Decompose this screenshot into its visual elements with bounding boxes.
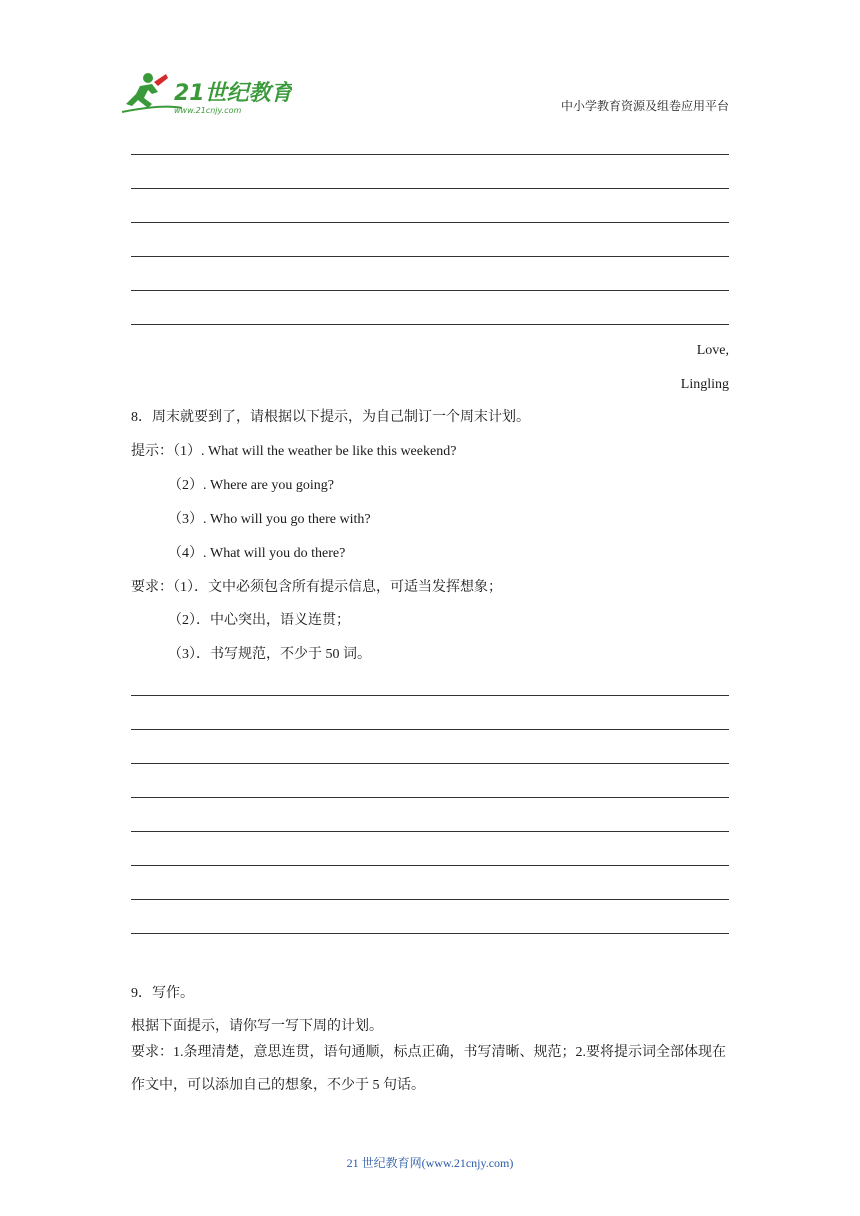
letter-closing: Love,	[696, 343, 729, 358]
q8-hint-3: （3）. Who will you go there with?	[168, 512, 371, 527]
writing-line[interactable]	[131, 256, 729, 257]
writing-line[interactable]	[131, 222, 729, 223]
page-header	[0, 0, 860, 130]
q8-hint-4: （4）. What will you do there?	[168, 546, 346, 561]
q8-requirement-3: （3）．书写规范，不少于 50 词。	[168, 647, 371, 662]
header-platform-text: 中小学教育资源及组卷应用平台	[560, 99, 729, 113]
q9-title: 9．写作。	[131, 986, 194, 1001]
q9-instruction: 根据下面提示，请你写一写下周的计划。	[131, 1019, 383, 1034]
q8-requirement-2: （2）．中心突出，语义连贯；	[168, 613, 350, 628]
writing-line[interactable]	[131, 695, 729, 696]
writing-line[interactable]	[131, 865, 729, 866]
q9-requirement: 要求：1.条理清楚，意思连贯，语句通顺，标点正确，书写清晰、规范；2.要将提示词全部体现在作文中，可以添加自己的想象，不少于 5 句话。	[131, 1045, 726, 1093]
logo-url: www.21cnjy.com	[174, 106, 242, 115]
writing-line[interactable]	[131, 154, 729, 155]
q8-title: 8．周末就要到了，请根据以下提示，为自己制订一个周末计划。	[131, 410, 530, 425]
letter-signature: Lingling	[680, 377, 729, 392]
page-footer: 21 世纪教育网(www.21cnjy.com)	[346, 1156, 514, 1170]
site-logo	[122, 68, 292, 118]
logo-text: 21世纪教育	[174, 81, 292, 106]
writing-line[interactable]	[131, 797, 729, 798]
q8-hint-1: 提示：（1）. What will the weather be like this weekend?	[131, 444, 457, 459]
writing-line[interactable]	[131, 729, 729, 730]
writing-line[interactable]	[131, 933, 729, 934]
writing-line[interactable]	[131, 188, 729, 189]
writing-line[interactable]	[131, 899, 729, 900]
writing-line[interactable]	[131, 324, 729, 325]
runner-logo-icon	[122, 68, 292, 118]
writing-line[interactable]	[131, 290, 729, 291]
q8-requirement-1: 要求：（1）．文中必须包含所有提示信息，可适当发挥想象；	[131, 580, 502, 595]
q8-hint-2: （2）. Where are you going?	[168, 478, 334, 493]
writing-line[interactable]	[131, 763, 729, 764]
writing-line[interactable]	[131, 831, 729, 832]
